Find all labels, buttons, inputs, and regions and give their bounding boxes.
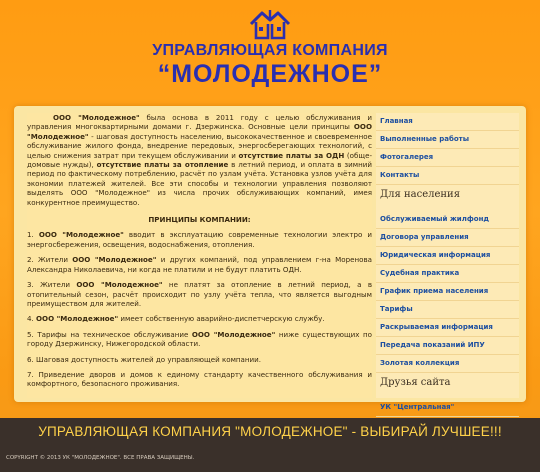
principle-5: 5. Тарифы на техническое обслуживание ООО "Молодежное" ниже существующих по городу Дзержинску, Нижегородской области. xyxy=(27,329,372,349)
site-header xyxy=(0,0,540,100)
nav-photo-gallery[interactable]: Фотогалерея xyxy=(376,149,519,167)
company-type-title: УПРАВЛЯЮЩАЯ КОМПАНИЯ xyxy=(152,42,388,59)
nav-contacts[interactable]: Контакты xyxy=(376,167,519,185)
nav-disclosed-info[interactable]: Раскрываемая информация xyxy=(376,319,519,337)
main-content xyxy=(27,113,372,398)
nav-tariffs[interactable]: Тарифы xyxy=(376,301,519,319)
houses-logo-icon[interactable] xyxy=(248,6,292,40)
principles-heading: ПРИНЦИПЫ КОМПАНИИ: xyxy=(148,215,251,225)
residents-heading: Для населения xyxy=(380,189,461,200)
friends-heading: Друзья сайта xyxy=(380,377,451,388)
footer-copyright: COPYRIGHT © 2013 УК "МОЛОДЕЖНОЕ". ВСЕ ПРАВА ЗАЩИЩЕНЫ. xyxy=(6,455,195,461)
principle-1: 1. ООО "Молодежное" вводит в эксплуатацию современные технологии электро и энергосбережения, освещения, водоснабжения, отопления. xyxy=(27,230,373,249)
principle-6: 6. Шаговая доступность жителей до управляющей компании. xyxy=(27,354,262,364)
footer-slogan: УПРАВЛЯЮЩАЯ КОМПАНИЯ "МОЛОДЕЖНОЕ" - ВЫБИРАЙ ЛУЧШЕЕ!!! xyxy=(38,424,502,439)
nav-legal-info[interactable]: Юридическая информация xyxy=(376,247,519,265)
principle-7: 7. Приведение дворов и домов к единому стандарту качественного обслуживания и комфортного, безопасного проживания. xyxy=(27,369,372,389)
nav-court-practice[interactable]: Судебная практика xyxy=(376,265,519,283)
principle-2: 2. Жители ООО "Молодежное" и других компаний, под управлением г-на Моренова Александра Николаевича, ни когда не платили и не будут платить ОДН. xyxy=(27,255,373,274)
nav-management-contracts[interactable]: Договора управления xyxy=(376,229,519,247)
intro-paragraph: ООО "Молодежное" была основа в 2011 году с целью обслуживания и управления многоквартирными домами г. Дзержинска. Основные цели принципы ООО "Молодежное" - шаговая доступность населению, высококачественное и своевременное обслуживание жилого фонда, внедрение передовых, энергосберегающих технологий, с целью снижения затрат при текущем обслуживании и отсутствие платы за ОДН (обще-домовые нужды), отсутствие платы за отопление в летний период, и оплата в зимний период по фактическому потреблению, расчёт по узлам учёта. Установка узлов учёта для экономии платежей жителей. Все эти способы и технологии управления позволяют выделять ООО "Молодежное" из числа прочих обслуживающих компаний, имея конкурентное преимущество. xyxy=(27,113,373,207)
principle-4: 4. ООО "Молодежное" имеет собственную аварийно-диспетчерскую службу. xyxy=(27,314,325,324)
nav-friend-central[interactable]: УК "Центральная" xyxy=(376,399,519,417)
company-name-title: “МОЛОДЕЖНОЕ” xyxy=(157,60,383,88)
nav-gold-collection[interactable]: Золотая коллекция xyxy=(376,355,519,373)
nav-meter-readings[interactable]: Передача показаний ИПУ xyxy=(376,337,519,355)
nav-housing-stock[interactable]: Обслуживаемый жилфонд xyxy=(376,211,519,229)
nav-reception-schedule[interactable]: График приема населения xyxy=(376,283,519,301)
nav-home[interactable]: Главная xyxy=(376,113,519,131)
principle-3: 3. Жители ООО "Молодежное" не платят за отопление в летний период, а в отопительный сезон, расчёт происходит по узлу учёта тепла, что является выгодным преимуществом для жителей. xyxy=(27,280,373,308)
nav-completed-works[interactable]: Выполненные работы xyxy=(376,131,519,149)
sidebar xyxy=(376,113,519,411)
